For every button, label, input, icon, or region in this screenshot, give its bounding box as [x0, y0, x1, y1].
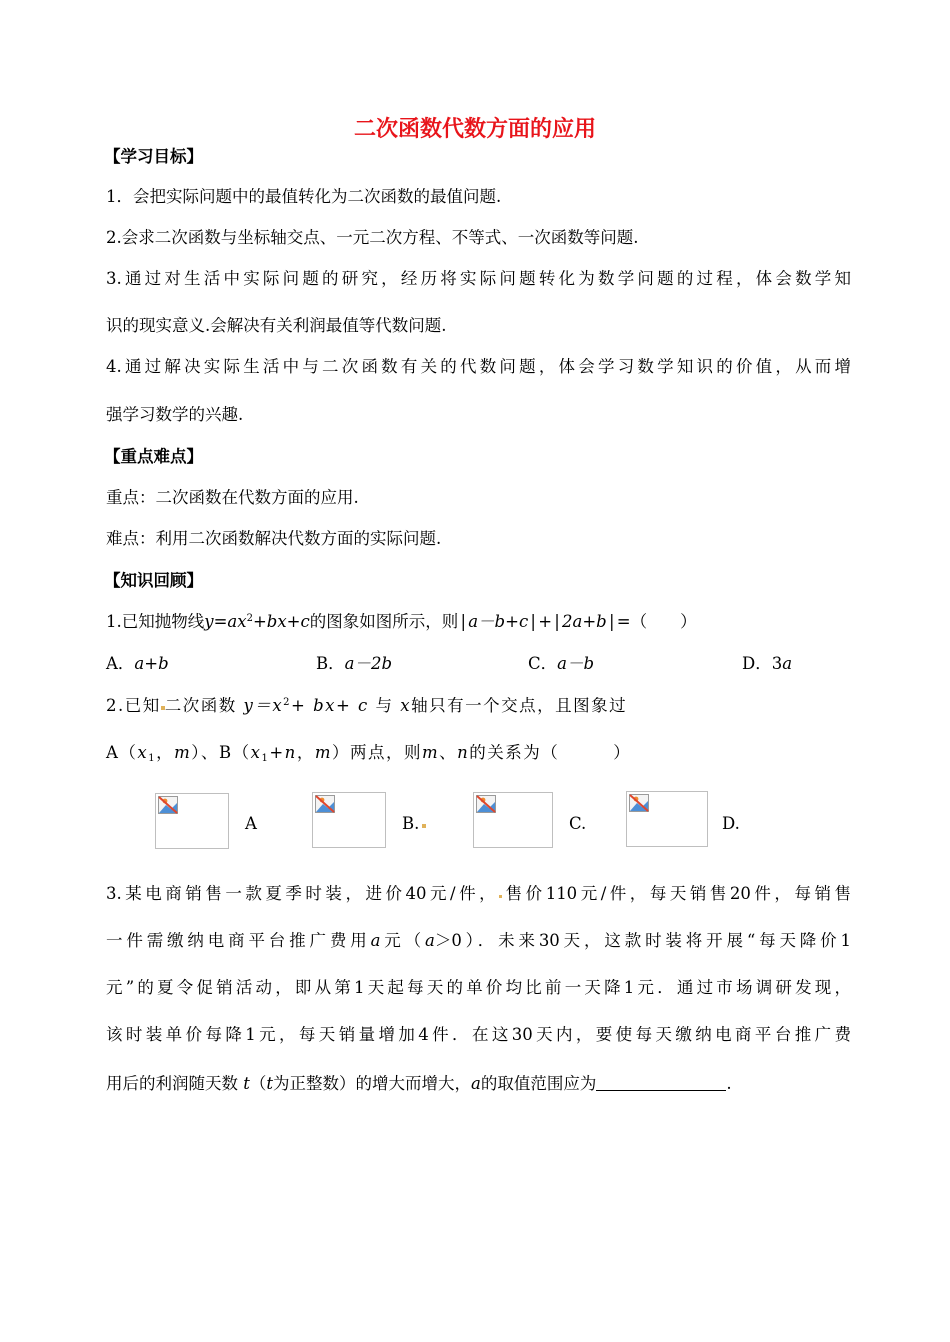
question-2-line-1: 2.已知 二次函数 $y=x^2+ bx+ c$ 与 x轴只有一个交点，且图象过	[106, 696, 628, 715]
goal-3-line-1: 3.通过对生活中实际问题的研究，经历将实际问题转化为数学问题的过程，体会数学知	[106, 269, 851, 288]
option-b-label: B.	[402, 814, 426, 833]
option-d-label: D.	[722, 814, 740, 833]
abs-bar: |	[608, 612, 615, 631]
question-1: 1.已知抛物线$y=ax^2+bx+c$的图象如图所示，则 | a－b+c | + | 2a+b | =（ ）	[106, 612, 697, 631]
broken-image-icon	[315, 795, 337, 815]
section-heading-keypoints: 【重点难点】	[104, 447, 203, 466]
section-heading-goals: 【学习目标】	[104, 147, 203, 166]
goal-4-line-2: 强学习数学的兴趣.	[106, 405, 244, 424]
abs-bar: |	[460, 612, 466, 631]
question-3-line-1: 3.某电商销售一款夏季时装，进价40元/件， 售价110元/件，每天销售20件，每销售	[106, 884, 851, 903]
broken-image-icon	[158, 796, 180, 816]
option-c-image-placeholder	[473, 792, 553, 848]
question-3-line-2: 一件需缴纳电商平台推广费用a元（a＞0）．未来30天，这款时装将开展“每天降价1	[106, 931, 852, 950]
option-c: C．a－b	[528, 654, 595, 673]
option-a-image-placeholder	[155, 793, 229, 849]
answer-blank[interactable]	[596, 1072, 726, 1091]
option-b: B．a－2b	[316, 654, 393, 673]
keypoint-focus: 重点：二次函数在代数方面的应用.	[106, 488, 359, 507]
question-3-line-3: 元”的夏令促销活动，即从第1天起每天的单价均比前一天降1元．通过市场调研发现，	[106, 978, 851, 997]
question-3-line-4: 该时装单价每降1元，每天销量增加4件．在这30天内，要使每天缴纳电商平台推广费	[106, 1025, 851, 1044]
keypoint-difficulty: 难点：利用二次函数解决代数方面的实际问题.	[106, 529, 442, 548]
option-a-label: A	[245, 814, 257, 833]
marker-dot	[422, 824, 426, 828]
section-heading-review: 【知识回顾】	[104, 571, 203, 590]
abs-bar: |	[554, 612, 560, 631]
goal-4-line-1: 4.通过解决实际生活中与二次函数有关的代数问题，体会学习数学知识的价值，从而增	[106, 357, 851, 376]
abs-bar: |	[530, 612, 536, 631]
goal-3-line-2: 识的现实意义.会解决有关利润最值等代数问题.	[106, 316, 447, 335]
question-3-line-5: 用后的利润随天数 t（t为正整数）的增大而增大，a的取值范围应为 .	[106, 1074, 732, 1093]
option-c-label: C.	[569, 814, 587, 833]
option-d-image-placeholder	[626, 791, 708, 847]
option-b-image-placeholder	[312, 792, 386, 848]
broken-image-icon	[476, 795, 498, 815]
goal-2: 2.会求二次函数与坐标轴交点、一元二次方程、不等式、一次函数等问题.	[106, 228, 639, 247]
option-d: D．3a	[742, 654, 793, 673]
broken-image-icon	[629, 794, 651, 814]
question-2-line-2: $A(x_1$，m）、$B(x_1+n$，m）两点，则m、n的关系为（ ）	[106, 743, 632, 764]
document-title: 二次函数代数方面的应用	[353, 117, 596, 142]
option-a: A．a+b	[106, 654, 169, 673]
goal-1: 1．会把实际问题中的最值转化为二次函数的最值问题.	[106, 187, 502, 206]
